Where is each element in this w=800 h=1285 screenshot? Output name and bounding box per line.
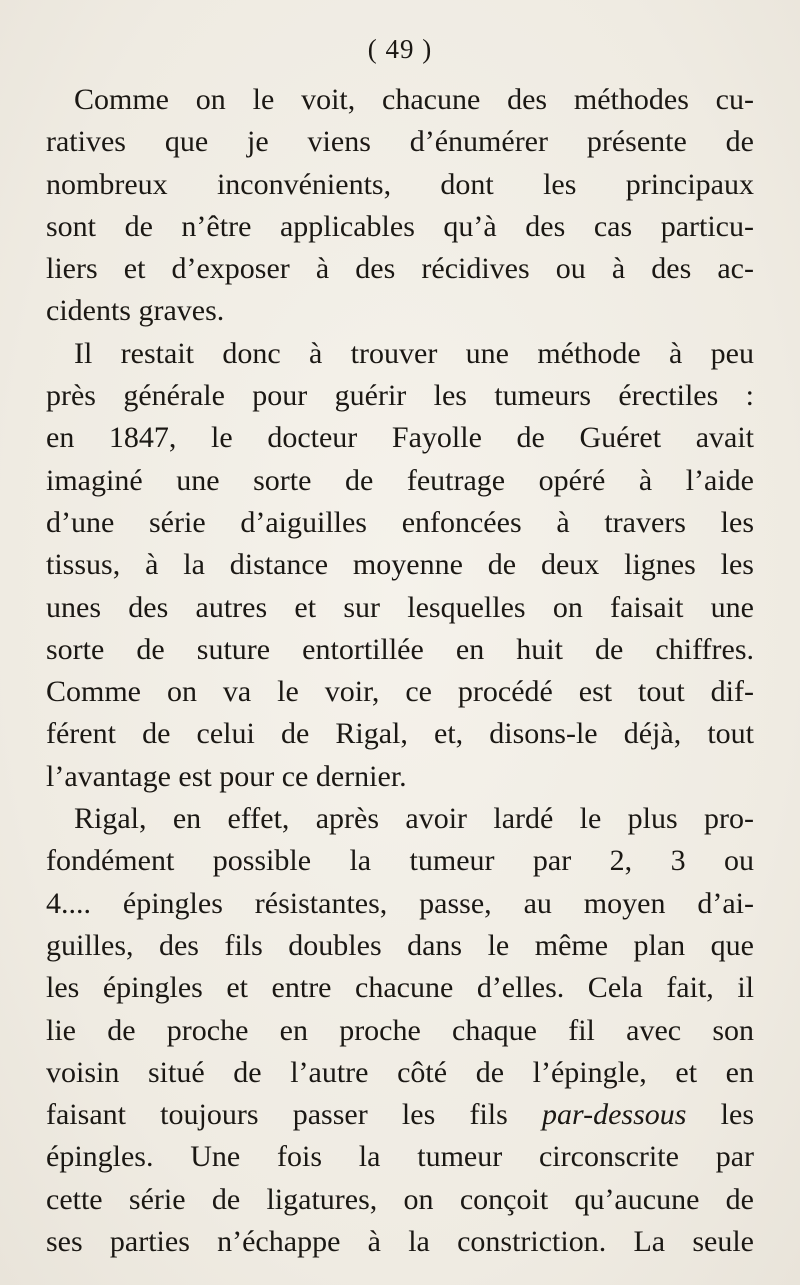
text-line: épingles. Une fois la tumeur circonscrite par	[46, 1140, 754, 1174]
text-line: unes des autres et sur lesquelles on faisait une	[46, 590, 754, 624]
text-line: nombreux inconvénients, dont les principaux	[46, 167, 754, 201]
text-line: guilles, des fils doubles dans le même plan que	[46, 928, 754, 962]
text-line: 4.... épingles résistantes, passe, au moyen d’ai-	[46, 886, 754, 920]
text-line: près générale pour guérir les tumeurs érectiles :	[46, 379, 754, 413]
italic-text: par-dessous	[542, 1098, 687, 1132]
text-line: sorte de suture entortillée en huit de chiffres.	[46, 632, 754, 666]
body-text	[46, 79, 754, 1263]
text-line: fondément possible la tumeur par 2, 3 ou	[46, 844, 754, 878]
text-line: Comme on le voit, chacune des méthodes cu-	[74, 83, 754, 116]
text-line: Rigal, en effet, après avoir lardé le plus pro-	[74, 802, 754, 836]
text-line: liers et d’exposer à des récidives ou à des ac-	[46, 252, 754, 286]
text-line: imaginé une sorte de feutrage opéré à l’aide	[46, 463, 754, 497]
text-line: férent de celui de Rigal, et, disons-le déjà, tout	[46, 717, 754, 751]
text-line: en 1847, le docteur Fayolle de Guéret avait	[46, 421, 754, 455]
text-line: cette série de ligatures, on conçoit qu’aucune de	[46, 1182, 754, 1216]
text-line: Comme on va le voir, ce procédé est tout dif-	[46, 675, 754, 709]
text-segment: les	[686, 1098, 754, 1132]
text-line	[46, 1094, 754, 1136]
text-line: cidents graves.	[46, 294, 225, 328]
text-line: les épingles et entre chacune d’elles. Cela fait, il	[46, 971, 754, 1005]
text-line: Il restait donc à trouver une méthode à peu	[74, 336, 754, 370]
page-number: ( 49 )	[367, 34, 433, 64]
text-line: ses parties n’échappe à la constriction. La seule	[46, 1225, 754, 1259]
text-line: voisin situé de l’autre côté de l’épingle, et en	[46, 1055, 754, 1089]
text-line: l’avantage est pour ce dernier.	[46, 759, 407, 793]
text-line: sont de n’être applicables qu’à des cas particu-	[46, 209, 754, 243]
text-segment: faisant toujours passer les fils	[46, 1098, 543, 1132]
text-line: lie de proche en proche chaque fil avec son	[46, 1013, 754, 1047]
text-line: ratives que je viens d’énumérer présente de	[46, 125, 754, 159]
text-line: tissus, à la distance moyenne de deux lignes les	[46, 548, 754, 582]
text-line: d’une série d’aiguilles enfoncées à travers les	[46, 505, 754, 539]
